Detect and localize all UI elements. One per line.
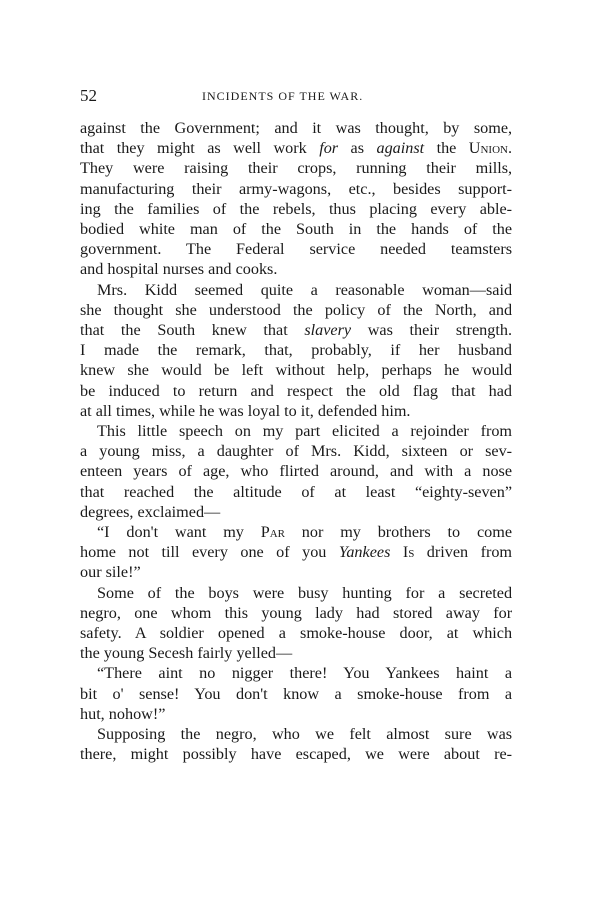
body-text [80,118,512,765]
text-line: They were raising their crops, running their mills, [80,159,513,178]
text-line: Some of the boys were busy hunting for a secreted [97,583,513,602]
text-line: a young miss, a daughter of Mrs. Kidd, sixteen or sev- [80,442,513,461]
text-line: there, might possibly have escaped, we were about re- [80,745,513,764]
text-line: Supposing the negro, who we felt almost sure was [97,725,513,744]
page-number: 52 [80,86,97,105]
text-line: at all times, while he was loyal to it, defended him. [80,401,411,420]
text-line: negro, one whom this young lady had stored away for [80,603,513,622]
text-line: safety. A soldier opened a smoke-house door, at which [80,624,513,643]
text-line: that the South knew that slavery was their strength. [80,321,513,340]
text-line: be induced to return and respect the old flag that had [80,381,513,400]
text-line: government. The Federal service needed teamsters [80,240,513,259]
running-head [80,86,510,108]
text-line: degrees, exclaimed— [80,502,221,521]
text-line: that reached the altitude of at least “eighty-seven” [80,482,513,501]
text-line: ing the families of the rebels, thus placing every able- [80,199,513,218]
text-line: and hospital nurses and cooks. [80,260,278,279]
text-line: “There aint no nigger there! You Yankees haint a [97,664,513,683]
text-line: Mrs. Kidd seemed quite a reasonable woman—said [97,280,513,299]
text-line: she thought she understood the policy of the North, and [80,300,513,319]
text-line: “I don't want my Par nor my brothers to come [97,523,513,542]
text-line: that they might as well work for as against the Union. [80,139,513,158]
text-line: our sile!” [80,563,141,582]
text-line: home not till every one of you Yankees Is driven from [80,543,513,562]
text-line: bit o' sense! You don't know a smoke-house from a [80,684,513,703]
text-line: bodied white man of the South in the hands of the [80,220,513,239]
text-line: I made the remark, that, probably, if her husband [80,341,513,360]
text-line: enteen years of age, who flirted around, and with a nose [80,462,513,481]
text-line: This little speech on my part elicited a rejoinder from [97,422,513,441]
text-line: knew she would be left without help, perhaps he would [80,361,513,380]
text-line: the young Secesh fairly yelled— [80,644,293,663]
running-title: INCIDENTS OF THE WAR. [202,89,364,103]
text-line: against the Government; and it was thought, by some, [80,119,513,137]
text-line: manufacturing their army-wagons, etc., besides support- [80,179,513,198]
text-line: hut, nohow!” [80,704,166,723]
